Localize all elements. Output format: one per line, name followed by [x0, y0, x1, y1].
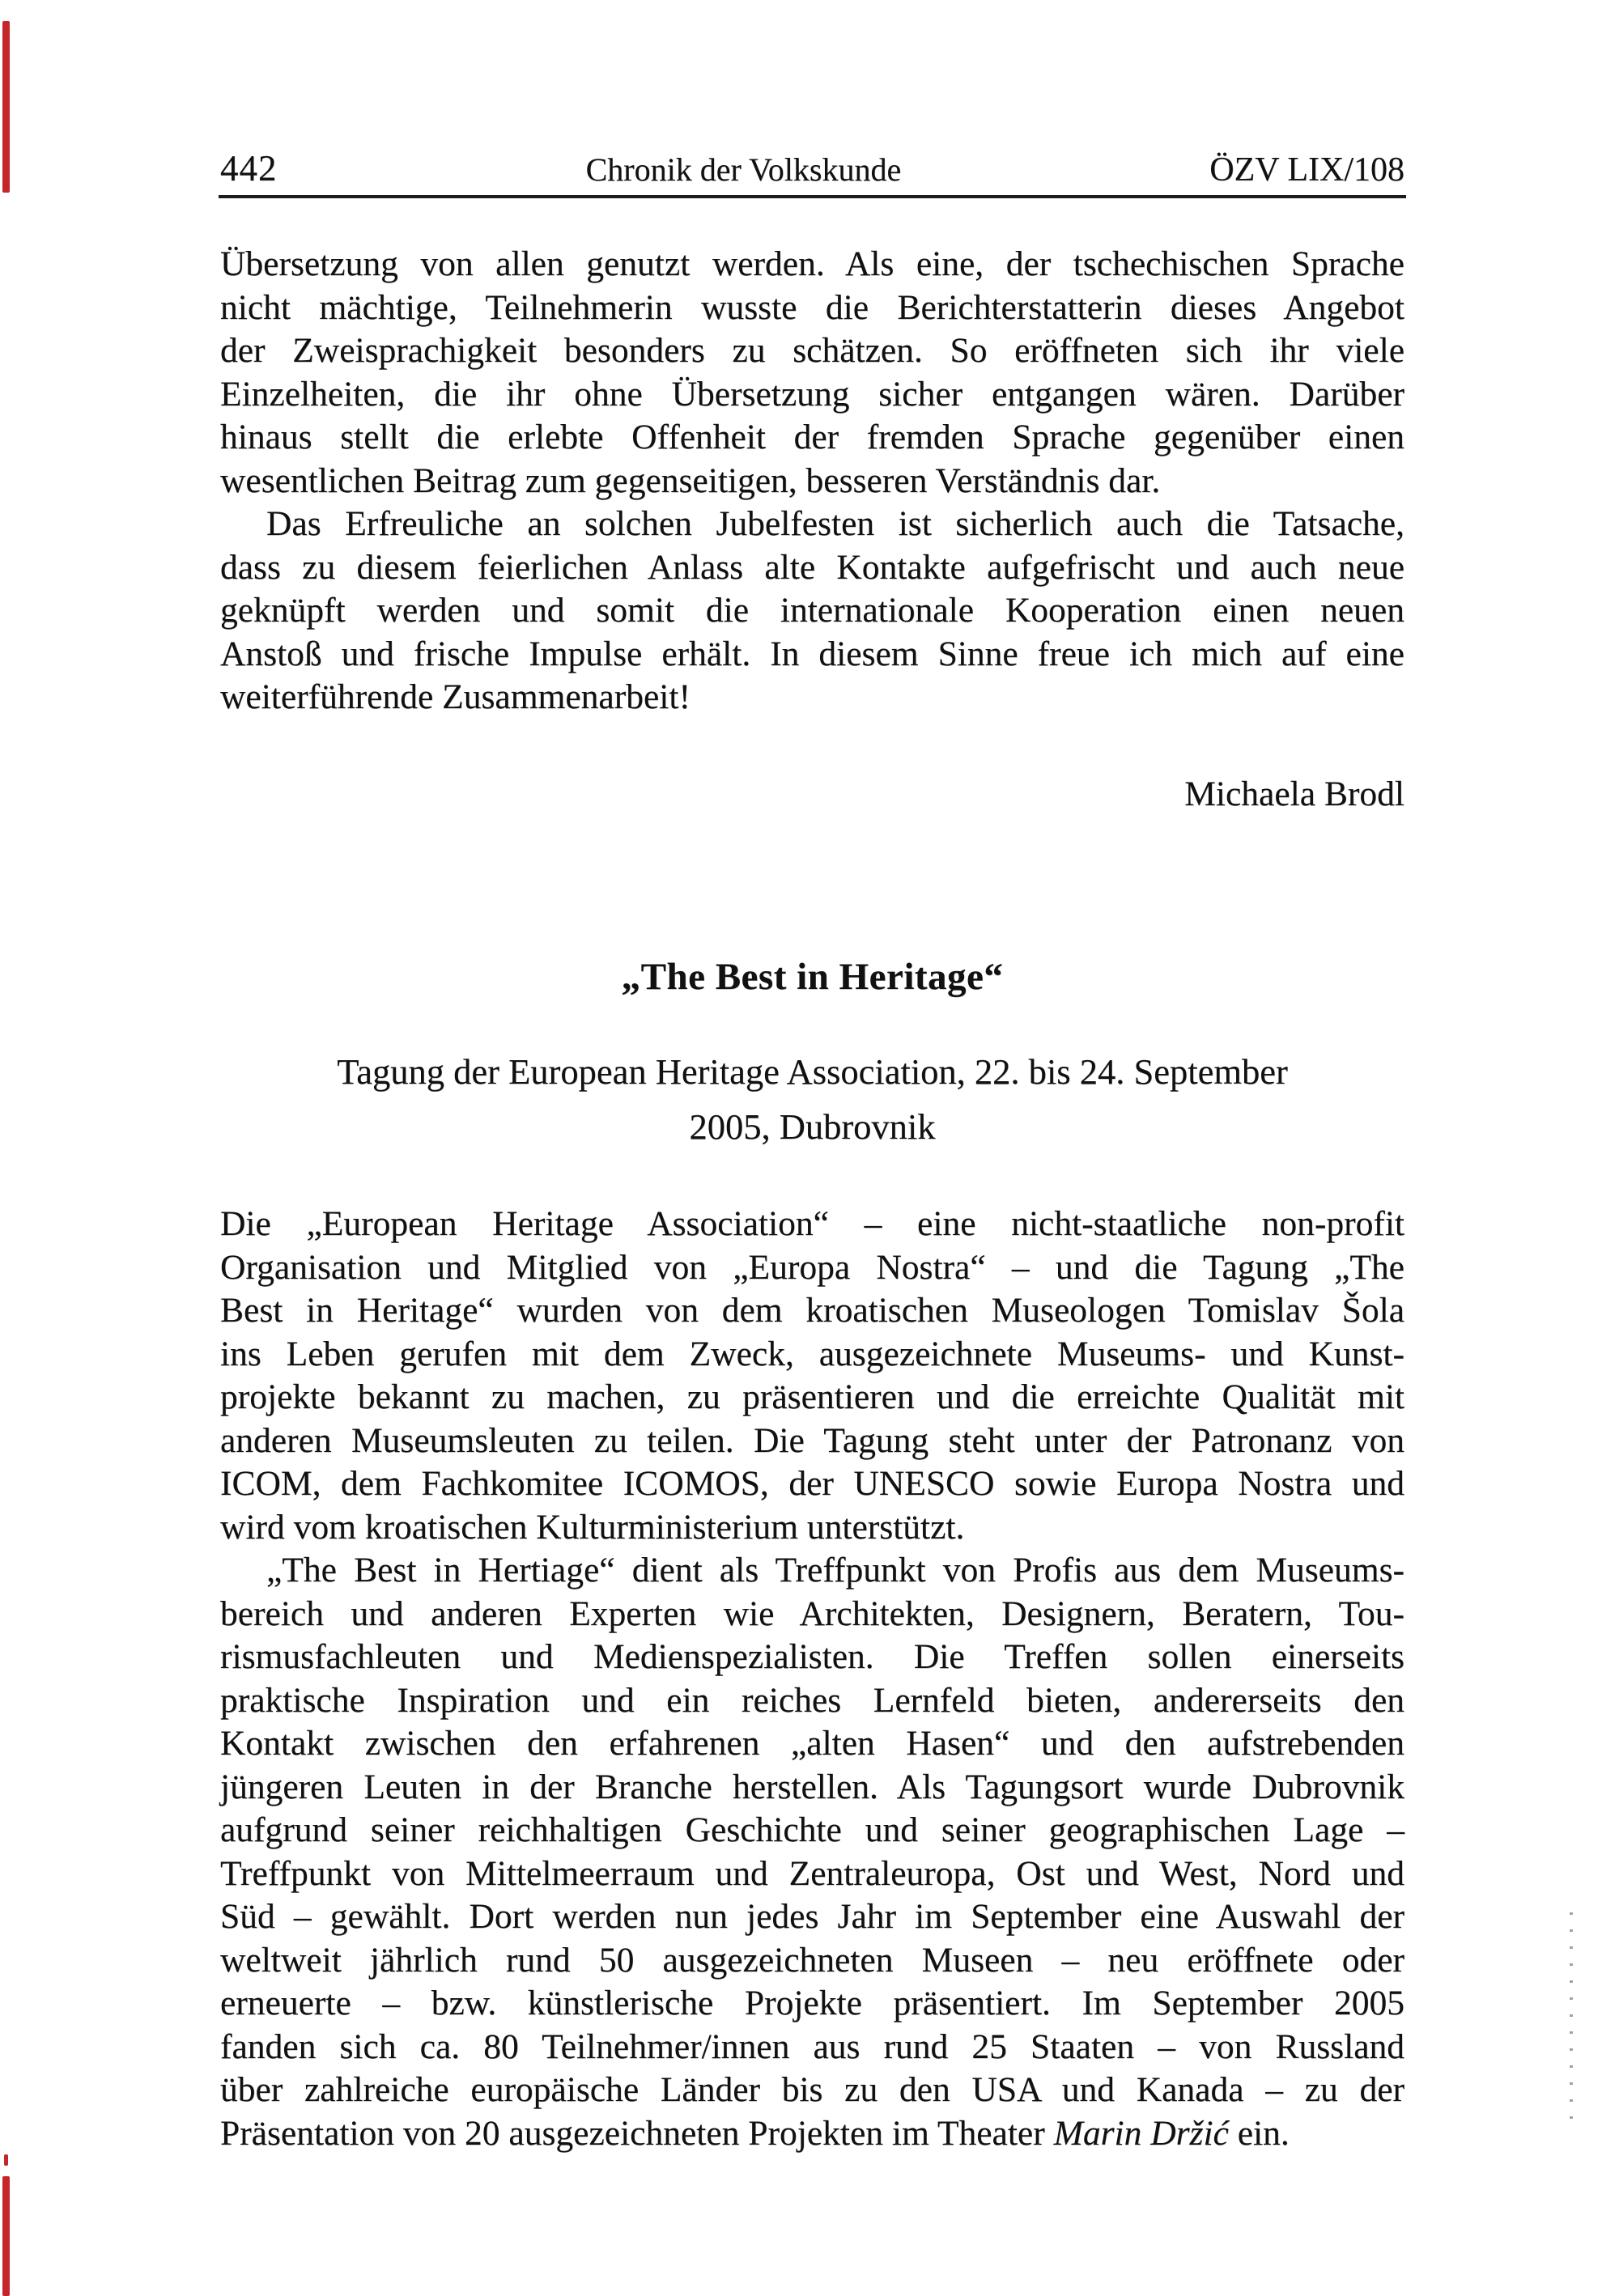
text-line: geknüpft werden und somit die internationale Kooperation einen neuen [220, 591, 1404, 630]
paragraph-continuation [220, 243, 1404, 503]
text-line: rismusfachleuten und Medienspezialisten. Die Treffen sollen einerseits [220, 1637, 1404, 1676]
text-line: Die „European Heritage Association“ – eine nicht-staatliche non-profit [220, 1204, 1404, 1243]
scan-artifact-red-strip-top [2, 21, 10, 193]
text-line: über zahlreiche europäische Länder bis zu den USA und Kanada – zu der [220, 2070, 1404, 2109]
article-heading: „The Best in Heritage“ [621, 956, 1004, 998]
text-line: weltweit jährlich rund 50 ausgezeichneten Museen – neu eröffnete oder [220, 1940, 1404, 1980]
running-head-title: Chronik der Volkskunde [585, 151, 902, 188]
text-line: dass zu diesem feierlichen Anlass alte Kontakte aufgefrischt und auch neue [220, 547, 1404, 587]
text-line: praktische Inspiration und ein reiches Lernfeld bieten, andererseits den [220, 1680, 1404, 1720]
scan-artifact-dot-column [1570, 1912, 1573, 2131]
subtitle-line: 2005, Dubrovnik [689, 1106, 936, 1147]
text-line: fanden sich ca. 80 Teilnehmer/innen aus rund 25 Staaten – von Russland [220, 2027, 1404, 2066]
paragraph [220, 1203, 1404, 1549]
text-line: aufgrund seiner reichhaltigen Geschichte und seiner geographischen Lage – [220, 1810, 1404, 1849]
text-line: der Zweisprachigkeit besonders zu schätzen. So eröffneten sich ihr viele [220, 331, 1404, 370]
article-subtitle [220, 1044, 1404, 1154]
text-line: wird vom kroatischen Kulturministerium unterstützt. [220, 1507, 965, 1547]
text-line: Best in Heritage“ wurden von dem kroatischen Museologen Tomislav Šola [220, 1291, 1404, 1330]
text-line [220, 2112, 1404, 2156]
text-line: Kontakt zwischen den erfahrenen „alten Hasen“ und den aufstrebenden [220, 1724, 1404, 1763]
text-line: nicht mächtige, Teilnehmerin wusste die Berichterstatterin dieses Angebot [220, 287, 1404, 327]
text-line: Süd – gewählt. Dort werden nun jedes Jahr im September eine Auswahl der [220, 1897, 1404, 1936]
paragraph [220, 1549, 1404, 2155]
text-segment: Präsentation von 20 ausgezeichneten Projekten im Theater [220, 2113, 1054, 2153]
theater-name-italic: Marin Držić [1053, 2113, 1229, 2153]
subtitle-line: Tagung der European Heritage Association, 22. bis 24. September [337, 1051, 1288, 1092]
text-line: Das Erfreuliche an solchen Jubelfesten ist sicherlich auch die Tatsache, [266, 504, 1404, 543]
text-column [220, 243, 1404, 2155]
text-line: „The Best in Hertiage“ dient als Treffpunkt von Profis aus dem Museums- [266, 1551, 1404, 1589]
text-line: anderen Museumsleuten zu teilen. Die Tagung steht unter der Patronanz von [220, 1420, 1404, 1460]
text-line: projekte bekannt zu machen, zu präsentieren und die erreichte Qualität mit [220, 1377, 1404, 1416]
text-line: ICOM, dem Fachkomitee ICOMOS, der UNESCO sowie Europa Nostra und [220, 1464, 1404, 1503]
text-line: weiterführende Zusammenarbeit! [220, 677, 691, 716]
text-line: erneuerte – bzw. künstlerische Projekte präsentiert. Im September 2005 [220, 1984, 1404, 2022]
text-line: ins Leben gerufen mit dem Zweck, ausgezeichnete Museums- und Kunst- [220, 1334, 1404, 1373]
text-line: jüngeren Leuten in der Branche herstellen. Als Tagungsort wurde Dubrovnik [220, 1767, 1404, 1806]
text-line: Treffpunkt von Mittelmeerraum und Zentraleuropa, Ost und West, Nord und [220, 1853, 1404, 1893]
text-line: bereich und anderen Experten wie Architekten, Designern, Beratern, Tou- [220, 1594, 1404, 1633]
journal-issue: ÖZV LIX/108 [1209, 151, 1404, 189]
running-head [220, 147, 1404, 189]
header-rule [219, 195, 1406, 198]
text-line: hinaus stellt die erlebte Offenheit der fremden Sprache gegenüber einen [220, 418, 1404, 456]
text-segment: ein. [1228, 2113, 1290, 2153]
scan-artifact-red-strip-bottom [2, 2176, 10, 2296]
scan-artifact-red-speck [4, 2154, 8, 2166]
text-line: Anstoß und frische Impulse erhält. In diesem Sinne freue ich mich auf eine [220, 634, 1404, 673]
text-line: wesentlichen Beitrag zum gegenseitigen, besseren Verständnis dar. [220, 460, 1161, 500]
text-line: Übersetzung von allen genutzt werden. Als eine, der tschechischen Sprache [220, 244, 1404, 283]
page-number: 442 [220, 148, 278, 189]
paragraph [220, 503, 1404, 719]
text-line: Organisation und Mitglied von „Europa Nostra“ – und die Tagung „The [220, 1247, 1404, 1287]
text-line: Einzelheiten, die ihr ohne Übersetzung sicher entgangen wären. Darüber [220, 374, 1404, 414]
author-signature: Michaela Brodl [1184, 774, 1404, 813]
